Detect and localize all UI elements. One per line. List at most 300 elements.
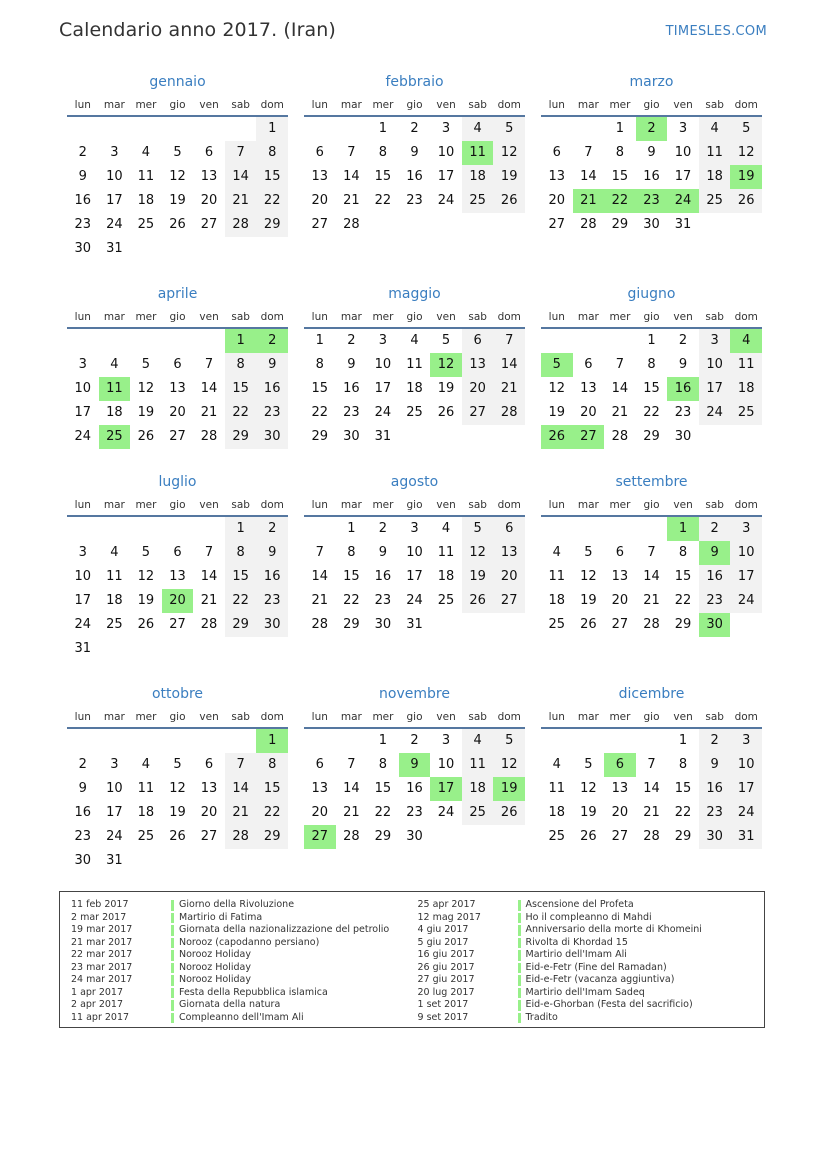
day-cell[interactable]: 22 bbox=[674, 593, 692, 608]
day-cell[interactable]: 7 bbox=[493, 329, 525, 353]
day-cell[interactable]: 30 bbox=[256, 425, 288, 449]
day-cell[interactable]: 3 bbox=[441, 733, 451, 748]
day-cell[interactable]: 24 bbox=[374, 405, 392, 420]
day-cell[interactable]: 4 bbox=[110, 545, 119, 560]
day-cell[interactable]: 9 bbox=[256, 541, 288, 565]
day-cell[interactable]: 16 bbox=[699, 777, 731, 801]
day-cell[interactable]: 25 bbox=[137, 829, 155, 844]
day-cell[interactable]: 23 bbox=[406, 805, 423, 820]
day-cell[interactable]: 19 bbox=[137, 593, 155, 608]
day-cell[interactable]: 22 bbox=[225, 401, 257, 425]
day-cell[interactable]: 26 bbox=[493, 189, 525, 213]
day-cell[interactable]: 17 bbox=[674, 169, 692, 184]
day-cell[interactable]: 15 bbox=[674, 569, 692, 584]
day-cell[interactable]: 10 bbox=[374, 357, 392, 372]
day-cell[interactable]: 8 bbox=[378, 757, 388, 772]
day-cell[interactable]: 30 bbox=[374, 617, 392, 632]
day-cell[interactable]: 6 bbox=[462, 329, 494, 353]
holiday-day-cell[interactable]: 11 bbox=[462, 141, 494, 165]
day-cell[interactable]: 18 bbox=[437, 569, 455, 584]
day-cell[interactable]: 13 bbox=[580, 381, 597, 396]
day-cell[interactable]: 2 bbox=[256, 517, 288, 541]
day-cell[interactable]: 12 bbox=[493, 141, 525, 165]
day-cell[interactable]: 22 bbox=[256, 189, 288, 213]
day-cell[interactable]: 9 bbox=[78, 169, 87, 184]
day-cell[interactable]: 8 bbox=[678, 545, 688, 560]
day-cell[interactable]: 11 bbox=[137, 781, 155, 796]
day-cell[interactable]: 15 bbox=[256, 165, 288, 189]
day-cell[interactable]: 8 bbox=[256, 753, 288, 777]
holiday-day-cell[interactable]: 22 bbox=[604, 189, 636, 213]
day-cell[interactable]: 12 bbox=[169, 781, 186, 796]
day-cell[interactable]: 26 bbox=[580, 617, 597, 632]
day-cell[interactable]: 8 bbox=[347, 545, 356, 560]
holiday-day-cell[interactable]: 17 bbox=[430, 777, 462, 801]
day-cell[interactable]: 11 bbox=[437, 545, 455, 560]
day-cell[interactable]: 7 bbox=[647, 545, 656, 560]
day-cell[interactable]: 14 bbox=[225, 165, 257, 189]
day-cell[interactable]: 29 bbox=[674, 617, 692, 632]
day-cell[interactable]: 28 bbox=[311, 617, 329, 632]
day-cell[interactable]: 14 bbox=[343, 781, 360, 796]
day-cell[interactable]: 19 bbox=[580, 593, 597, 608]
day-cell[interactable]: 29 bbox=[225, 425, 257, 449]
day-cell[interactable]: 2 bbox=[678, 333, 688, 348]
day-cell[interactable]: 16 bbox=[74, 193, 92, 208]
day-cell[interactable]: 27 bbox=[462, 401, 494, 425]
day-cell[interactable]: 26 bbox=[169, 829, 186, 844]
day-cell[interactable]: 24 bbox=[730, 801, 762, 825]
day-cell[interactable]: 3 bbox=[678, 121, 688, 136]
day-cell[interactable]: 17 bbox=[74, 405, 92, 420]
day-cell[interactable]: 19 bbox=[169, 805, 186, 820]
day-cell[interactable]: 13 bbox=[169, 381, 186, 396]
day-cell[interactable]: 6 bbox=[173, 545, 182, 560]
day-cell[interactable]: 3 bbox=[378, 333, 388, 348]
day-cell[interactable]: 15 bbox=[343, 569, 360, 584]
day-cell[interactable]: 16 bbox=[256, 565, 288, 589]
day-cell[interactable]: 27 bbox=[200, 217, 218, 232]
day-cell[interactable]: 24 bbox=[106, 829, 123, 844]
day-cell[interactable]: 31 bbox=[374, 429, 392, 444]
day-cell[interactable]: 7 bbox=[584, 145, 593, 160]
day-cell[interactable]: 23 bbox=[674, 405, 692, 420]
day-cell[interactable]: 31 bbox=[74, 641, 92, 656]
day-cell[interactable]: 20 bbox=[611, 805, 629, 820]
day-cell[interactable]: 18 bbox=[137, 805, 155, 820]
day-cell[interactable]: 5 bbox=[441, 333, 451, 348]
day-cell[interactable]: 23 bbox=[699, 801, 731, 825]
day-cell[interactable]: 9 bbox=[699, 753, 731, 777]
day-cell[interactable]: 8 bbox=[256, 141, 288, 165]
day-cell[interactable]: 29 bbox=[256, 213, 288, 237]
holiday-day-cell[interactable]: 30 bbox=[699, 613, 731, 637]
day-cell[interactable]: 18 bbox=[106, 405, 123, 420]
day-cell[interactable]: 29 bbox=[256, 825, 288, 849]
day-cell[interactable]: 20 bbox=[611, 593, 629, 608]
day-cell[interactable]: 24 bbox=[74, 429, 92, 444]
day-cell[interactable]: 5 bbox=[173, 757, 182, 772]
day-cell[interactable]: 15 bbox=[611, 169, 629, 184]
day-cell[interactable]: 17 bbox=[730, 777, 762, 801]
day-cell[interactable]: 18 bbox=[106, 593, 123, 608]
day-cell[interactable]: 7 bbox=[204, 545, 214, 560]
holiday-day-cell[interactable]: 19 bbox=[730, 165, 762, 189]
day-cell[interactable]: 26 bbox=[437, 405, 455, 420]
day-cell[interactable]: 1 bbox=[315, 333, 324, 348]
day-cell[interactable]: 28 bbox=[225, 213, 257, 237]
day-cell[interactable]: 31 bbox=[106, 853, 123, 868]
day-cell[interactable]: 20 bbox=[462, 377, 494, 401]
day-cell[interactable]: 8 bbox=[315, 357, 324, 372]
day-cell[interactable]: 21 bbox=[200, 593, 218, 608]
day-cell[interactable]: 1 bbox=[256, 117, 288, 141]
day-cell[interactable]: 10 bbox=[730, 753, 762, 777]
day-cell[interactable]: 10 bbox=[730, 541, 762, 565]
day-cell[interactable]: 8 bbox=[225, 353, 257, 377]
day-cell[interactable]: 4 bbox=[552, 545, 561, 560]
day-cell[interactable]: 28 bbox=[643, 617, 660, 632]
day-cell[interactable]: 22 bbox=[674, 805, 692, 820]
day-cell[interactable]: 6 bbox=[173, 357, 182, 372]
day-cell[interactable]: 13 bbox=[611, 569, 629, 584]
day-cell[interactable]: 15 bbox=[374, 781, 392, 796]
day-cell[interactable]: 20 bbox=[169, 405, 186, 420]
day-cell[interactable]: 30 bbox=[74, 853, 92, 868]
holiday-day-cell[interactable]: 25 bbox=[99, 425, 131, 449]
day-cell[interactable]: 1 bbox=[378, 733, 388, 748]
day-cell[interactable]: 17 bbox=[74, 593, 92, 608]
day-cell[interactable]: 30 bbox=[674, 429, 692, 444]
day-cell[interactable]: 12 bbox=[580, 569, 597, 584]
day-cell[interactable]: 12 bbox=[548, 381, 566, 396]
day-cell[interactable]: 14 bbox=[493, 353, 525, 377]
day-cell[interactable]: 18 bbox=[730, 377, 762, 401]
day-cell[interactable]: 3 bbox=[410, 521, 419, 536]
day-cell[interactable]: 7 bbox=[615, 357, 625, 372]
day-cell[interactable]: 9 bbox=[410, 145, 419, 160]
day-cell[interactable]: 4 bbox=[462, 117, 494, 141]
day-cell[interactable]: 26 bbox=[137, 617, 155, 632]
day-cell[interactable]: 26 bbox=[169, 217, 186, 232]
day-cell[interactable]: 19 bbox=[169, 193, 186, 208]
holiday-day-cell[interactable]: 21 bbox=[573, 189, 605, 213]
day-cell[interactable]: 25 bbox=[730, 401, 762, 425]
day-cell[interactable]: 1 bbox=[378, 121, 388, 136]
day-cell[interactable]: 29 bbox=[611, 217, 629, 232]
day-cell[interactable]: 30 bbox=[256, 613, 288, 637]
day-cell[interactable]: 15 bbox=[225, 565, 257, 589]
day-cell[interactable]: 12 bbox=[462, 541, 494, 565]
day-cell[interactable]: 2 bbox=[78, 757, 87, 772]
day-cell[interactable]: 10 bbox=[674, 145, 692, 160]
day-cell[interactable]: 19 bbox=[580, 805, 597, 820]
day-cell[interactable]: 28 bbox=[343, 829, 360, 844]
day-cell[interactable]: 18 bbox=[137, 193, 155, 208]
day-cell[interactable]: 7 bbox=[647, 757, 656, 772]
holiday-day-cell[interactable]: 2 bbox=[636, 117, 668, 141]
day-cell[interactable]: 23 bbox=[74, 217, 92, 232]
day-cell[interactable]: 21 bbox=[343, 805, 360, 820]
day-cell[interactable]: 30 bbox=[699, 825, 731, 849]
day-cell[interactable]: 25 bbox=[462, 801, 494, 825]
day-cell[interactable]: 16 bbox=[74, 805, 92, 820]
day-cell[interactable]: 21 bbox=[493, 377, 525, 401]
day-cell[interactable]: 12 bbox=[493, 753, 525, 777]
day-cell[interactable]: 6 bbox=[493, 517, 525, 541]
day-cell[interactable]: 4 bbox=[699, 117, 731, 141]
day-cell[interactable]: 3 bbox=[730, 517, 762, 541]
day-cell[interactable]: 28 bbox=[225, 825, 257, 849]
day-cell[interactable]: 21 bbox=[643, 805, 660, 820]
day-cell[interactable]: 9 bbox=[256, 353, 288, 377]
day-cell[interactable]: 16 bbox=[406, 169, 423, 184]
day-cell[interactable]: 20 bbox=[200, 805, 218, 820]
day-cell[interactable]: 20 bbox=[548, 193, 566, 208]
day-cell[interactable]: 6 bbox=[615, 545, 625, 560]
day-cell[interactable]: 28 bbox=[580, 217, 597, 232]
day-cell[interactable]: 21 bbox=[225, 801, 257, 825]
day-cell[interactable]: 8 bbox=[225, 541, 257, 565]
day-cell[interactable]: 6 bbox=[552, 145, 561, 160]
day-cell[interactable]: 4 bbox=[110, 357, 119, 372]
day-cell[interactable]: 14 bbox=[643, 569, 660, 584]
day-cell[interactable]: 17 bbox=[406, 569, 423, 584]
day-cell[interactable]: 27 bbox=[200, 829, 218, 844]
day-cell[interactable]: 9 bbox=[378, 545, 388, 560]
day-cell[interactable]: 23 bbox=[699, 589, 731, 613]
day-cell[interactable]: 4 bbox=[552, 757, 561, 772]
day-cell[interactable]: 25 bbox=[699, 189, 731, 213]
day-cell[interactable]: 22 bbox=[374, 193, 392, 208]
day-cell[interactable]: 29 bbox=[225, 613, 257, 637]
day-cell[interactable]: 5 bbox=[493, 117, 525, 141]
day-cell[interactable]: 2 bbox=[699, 729, 731, 753]
day-cell[interactable]: 17 bbox=[730, 565, 762, 589]
day-cell[interactable]: 26 bbox=[462, 589, 494, 613]
day-cell[interactable]: 26 bbox=[493, 801, 525, 825]
day-cell[interactable]: 9 bbox=[347, 357, 356, 372]
day-cell[interactable]: 25 bbox=[462, 189, 494, 213]
day-cell[interactable]: 1 bbox=[678, 733, 688, 748]
day-cell[interactable]: 10 bbox=[74, 569, 92, 584]
day-cell[interactable]: 21 bbox=[343, 193, 360, 208]
day-cell[interactable]: 14 bbox=[643, 781, 660, 796]
day-cell[interactable]: 18 bbox=[462, 165, 494, 189]
day-cell[interactable]: 31 bbox=[106, 241, 123, 256]
day-cell[interactable]: 2 bbox=[378, 521, 388, 536]
holiday-day-cell[interactable]: 5 bbox=[541, 353, 573, 377]
day-cell[interactable]: 10 bbox=[406, 545, 423, 560]
day-cell[interactable]: 29 bbox=[343, 617, 360, 632]
day-cell[interactable]: 15 bbox=[674, 781, 692, 796]
day-cell[interactable]: 24 bbox=[74, 617, 92, 632]
day-cell[interactable]: 7 bbox=[347, 145, 356, 160]
day-cell[interactable]: 31 bbox=[730, 825, 762, 849]
day-cell[interactable]: 4 bbox=[141, 145, 151, 160]
day-cell[interactable]: 16 bbox=[643, 169, 660, 184]
holiday-day-cell[interactable]: 24 bbox=[667, 189, 699, 213]
day-cell[interactable]: 21 bbox=[311, 593, 329, 608]
day-cell[interactable]: 23 bbox=[406, 193, 423, 208]
day-cell[interactable]: 18 bbox=[548, 805, 566, 820]
day-cell[interactable]: 6 bbox=[204, 145, 214, 160]
day-cell[interactable]: 17 bbox=[374, 381, 392, 396]
day-cell[interactable]: 8 bbox=[647, 357, 656, 372]
day-cell[interactable]: 30 bbox=[74, 241, 92, 256]
holiday-day-cell[interactable]: 27 bbox=[573, 425, 605, 449]
day-cell[interactable]: 16 bbox=[343, 381, 360, 396]
day-cell[interactable]: 6 bbox=[204, 757, 214, 772]
holiday-day-cell[interactable]: 19 bbox=[493, 777, 525, 801]
day-cell[interactable]: 26 bbox=[730, 189, 762, 213]
holiday-day-cell[interactable]: 9 bbox=[699, 541, 731, 565]
day-cell[interactable]: 11 bbox=[462, 753, 494, 777]
day-cell[interactable]: 6 bbox=[315, 757, 324, 772]
day-cell[interactable]: 15 bbox=[374, 169, 392, 184]
day-cell[interactable]: 13 bbox=[200, 169, 218, 184]
day-cell[interactable]: 10 bbox=[74, 381, 92, 396]
holiday-day-cell[interactable]: 12 bbox=[430, 353, 462, 377]
day-cell[interactable]: 17 bbox=[699, 377, 731, 401]
day-cell[interactable]: 25 bbox=[406, 405, 423, 420]
day-cell[interactable]: 8 bbox=[615, 145, 625, 160]
day-cell[interactable]: 20 bbox=[493, 565, 525, 589]
holiday-day-cell[interactable]: 1 bbox=[225, 329, 257, 353]
day-cell[interactable]: 14 bbox=[580, 169, 597, 184]
day-cell[interactable]: 4 bbox=[410, 333, 419, 348]
day-cell[interactable]: 18 bbox=[548, 593, 566, 608]
day-cell[interactable]: 28 bbox=[343, 217, 360, 232]
day-cell[interactable]: 5 bbox=[730, 117, 762, 141]
day-cell[interactable]: 27 bbox=[169, 617, 186, 632]
day-cell[interactable]: 3 bbox=[78, 545, 87, 560]
day-cell[interactable]: 21 bbox=[643, 593, 660, 608]
day-cell[interactable]: 28 bbox=[643, 829, 660, 844]
day-cell[interactable]: 8 bbox=[378, 145, 388, 160]
day-cell[interactable]: 15 bbox=[311, 381, 329, 396]
day-cell[interactable]: 27 bbox=[548, 217, 566, 232]
holiday-day-cell[interactable]: 11 bbox=[99, 377, 131, 401]
day-cell[interactable]: 22 bbox=[256, 801, 288, 825]
holiday-day-cell[interactable]: 2 bbox=[256, 329, 288, 353]
day-cell[interactable]: 6 bbox=[315, 145, 324, 160]
day-cell[interactable]: 5 bbox=[141, 545, 151, 560]
day-cell[interactable]: 5 bbox=[173, 145, 182, 160]
day-cell[interactable]: 2 bbox=[78, 145, 87, 160]
day-cell[interactable]: 14 bbox=[611, 381, 629, 396]
day-cell[interactable]: 15 bbox=[643, 381, 660, 396]
day-cell[interactable]: 27 bbox=[311, 217, 329, 232]
brand-link[interactable]: TIMESLES.COM bbox=[665, 24, 767, 39]
day-cell[interactable]: 5 bbox=[141, 357, 151, 372]
day-cell[interactable]: 8 bbox=[678, 757, 688, 772]
day-cell[interactable]: 6 bbox=[584, 357, 593, 372]
day-cell[interactable]: 20 bbox=[311, 805, 329, 820]
day-cell[interactable]: 26 bbox=[137, 429, 155, 444]
day-cell[interactable]: 18 bbox=[406, 381, 423, 396]
day-cell[interactable]: 24 bbox=[406, 593, 423, 608]
day-cell[interactable]: 30 bbox=[643, 217, 660, 232]
day-cell[interactable]: 30 bbox=[406, 829, 423, 844]
day-cell[interactable]: 16 bbox=[374, 569, 392, 584]
day-cell[interactable]: 19 bbox=[462, 565, 494, 589]
day-cell[interactable]: 24 bbox=[699, 401, 731, 425]
day-cell[interactable]: 11 bbox=[406, 357, 423, 372]
day-cell[interactable]: 25 bbox=[548, 829, 566, 844]
day-cell[interactable]: 11 bbox=[137, 169, 155, 184]
day-cell[interactable]: 1 bbox=[225, 517, 257, 541]
day-cell[interactable]: 25 bbox=[437, 593, 455, 608]
day-cell[interactable]: 23 bbox=[343, 405, 360, 420]
holiday-day-cell[interactable]: 4 bbox=[730, 329, 762, 353]
day-cell[interactable]: 1 bbox=[615, 121, 625, 136]
day-cell[interactable]: 13 bbox=[611, 781, 629, 796]
day-cell[interactable]: 19 bbox=[548, 405, 566, 420]
day-cell[interactable]: 14 bbox=[200, 381, 218, 396]
day-cell[interactable]: 13 bbox=[493, 541, 525, 565]
day-cell[interactable]: 2 bbox=[347, 333, 356, 348]
day-cell[interactable]: 13 bbox=[548, 169, 566, 184]
holiday-day-cell[interactable]: 16 bbox=[667, 377, 699, 401]
day-cell[interactable]: 19 bbox=[437, 381, 455, 396]
day-cell[interactable]: 5 bbox=[462, 517, 494, 541]
day-cell[interactable]: 29 bbox=[674, 829, 692, 844]
day-cell[interactable]: 9 bbox=[678, 357, 688, 372]
day-cell[interactable]: 11 bbox=[106, 569, 123, 584]
day-cell[interactable]: 14 bbox=[225, 777, 257, 801]
day-cell[interactable]: 3 bbox=[110, 757, 119, 772]
day-cell[interactable]: 10 bbox=[106, 781, 123, 796]
day-cell[interactable]: 10 bbox=[437, 757, 455, 772]
day-cell[interactable]: 13 bbox=[462, 353, 494, 377]
holiday-day-cell[interactable]: 23 bbox=[636, 189, 668, 213]
day-cell[interactable]: 24 bbox=[437, 193, 455, 208]
day-cell[interactable]: 16 bbox=[699, 565, 731, 589]
day-cell[interactable]: 11 bbox=[699, 141, 731, 165]
day-cell[interactable]: 7 bbox=[225, 141, 257, 165]
day-cell[interactable]: 20 bbox=[580, 405, 597, 420]
day-cell[interactable]: 28 bbox=[611, 429, 629, 444]
day-cell[interactable]: 10 bbox=[437, 145, 455, 160]
day-cell[interactable]: 24 bbox=[730, 589, 762, 613]
day-cell[interactable]: 29 bbox=[643, 429, 660, 444]
day-cell[interactable]: 23 bbox=[256, 589, 288, 613]
day-cell[interactable]: 30 bbox=[343, 429, 360, 444]
day-cell[interactable]: 15 bbox=[256, 777, 288, 801]
holiday-day-cell[interactable]: 1 bbox=[667, 517, 699, 541]
day-cell[interactable]: 7 bbox=[347, 757, 356, 772]
day-cell[interactable]: 14 bbox=[311, 569, 329, 584]
day-cell[interactable]: 17 bbox=[106, 805, 123, 820]
day-cell[interactable]: 10 bbox=[699, 353, 731, 377]
day-cell[interactable]: 18 bbox=[699, 165, 731, 189]
day-cell[interactable]: 27 bbox=[611, 617, 629, 632]
day-cell[interactable]: 24 bbox=[106, 217, 123, 232]
holiday-day-cell[interactable]: 6 bbox=[604, 753, 636, 777]
day-cell[interactable]: 11 bbox=[730, 353, 762, 377]
day-cell[interactable]: 9 bbox=[647, 145, 656, 160]
day-cell[interactable]: 19 bbox=[137, 405, 155, 420]
day-cell[interactable]: 7 bbox=[225, 753, 257, 777]
day-cell[interactable]: 1 bbox=[647, 333, 656, 348]
day-cell[interactable]: 12 bbox=[169, 169, 186, 184]
day-cell[interactable]: 3 bbox=[699, 329, 731, 353]
day-cell[interactable]: 5 bbox=[493, 729, 525, 753]
day-cell[interactable]: 27 bbox=[493, 589, 525, 613]
day-cell[interactable]: 22 bbox=[643, 405, 660, 420]
day-cell[interactable]: 13 bbox=[169, 569, 186, 584]
